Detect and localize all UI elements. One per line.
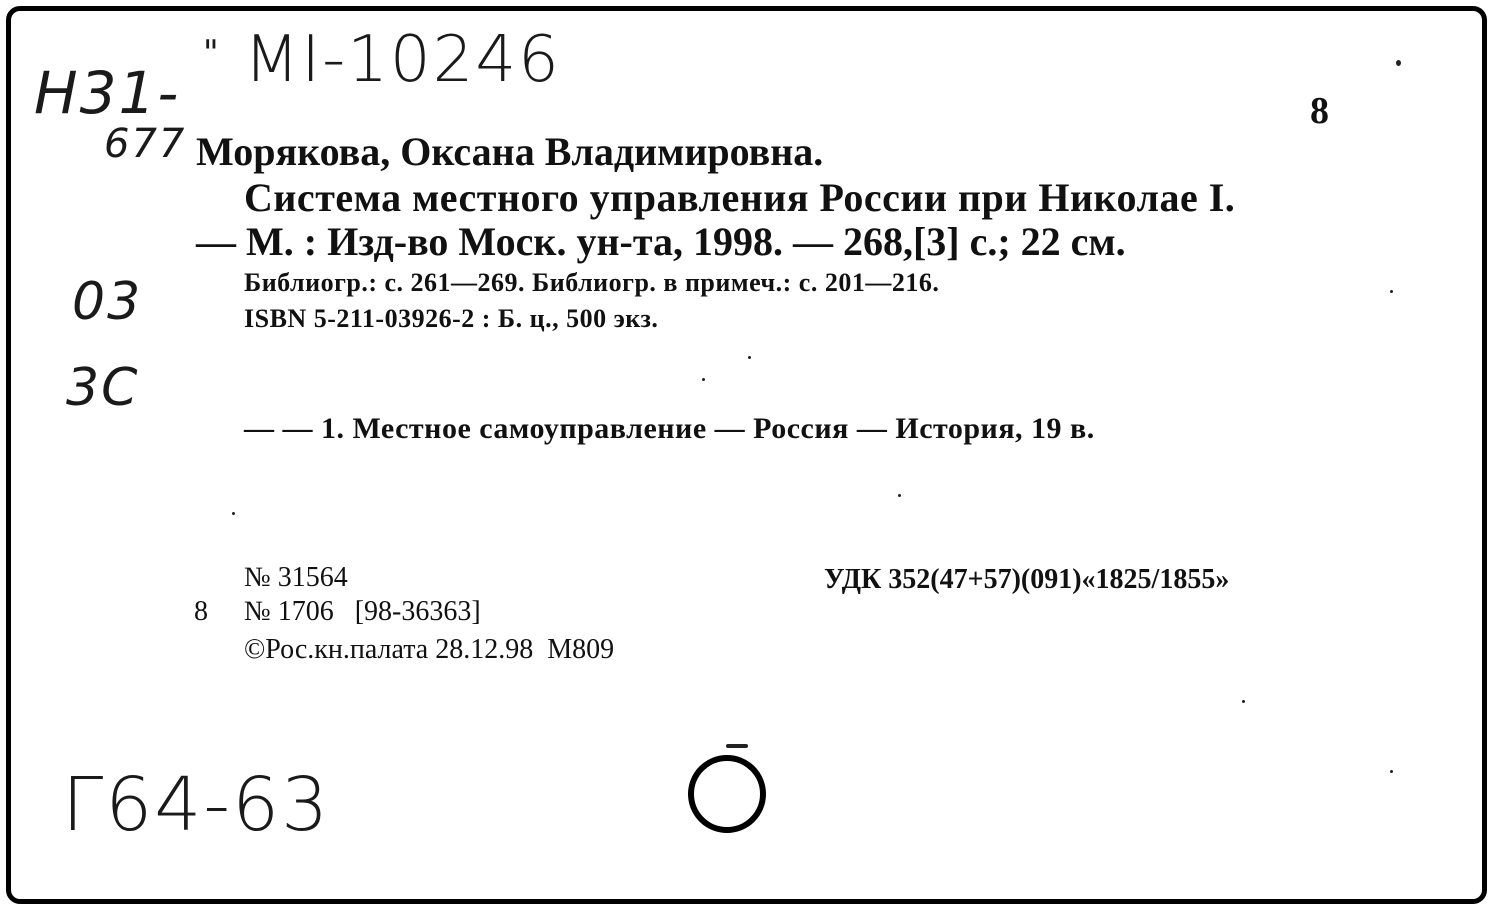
bibliography-note: Библиогр.: с. 261—269. Библиогр. в примеч.: с. 201—216. <box>244 268 940 297</box>
margin-number: 8 <box>194 596 208 627</box>
scan-speck <box>1390 290 1393 293</box>
punch-hole <box>688 755 766 833</box>
corner-number: 8 <box>1310 90 1329 132</box>
scan-speck <box>1396 60 1401 66</box>
record-number-2: № 1706 [98-36363] <box>244 596 481 627</box>
book-chamber-line: ©Рос.кн.палата 28.12.98 М809 <box>244 634 615 665</box>
scan-speck <box>1242 700 1245 703</box>
title-line: Система местного управления России при Николае I. <box>244 175 1236 220</box>
subject-heading: — — 1. Местное самоуправление — Россия — История, 19 в. <box>244 412 1095 445</box>
ditto-marks: " <box>203 33 221 73</box>
scan-speck <box>232 512 235 515</box>
mark-3c-handwritten: 3C <box>66 358 140 418</box>
record-number-1: № 31564 <box>244 562 348 593</box>
call-number-handwritten-top: Н31- <box>34 59 181 127</box>
udc-classification: УДК 352(47+57)(091)«1825/1855» <box>824 564 1230 595</box>
bottom-code-handwritten: Г64-63 <box>62 762 331 848</box>
scan-speck <box>1390 770 1393 773</box>
author-heading: Морякова, Оксана Владимировна. <box>196 129 824 174</box>
accession-number-handwritten: МI-10246 <box>244 23 561 97</box>
mark-03-handwritten: 03 <box>72 272 143 332</box>
scan-speck <box>726 744 748 748</box>
scan-speck <box>702 378 705 381</box>
isbn-line: ISBN 5-211-03926-2 : Б. ц., 500 экз. <box>244 304 659 333</box>
scan-speck <box>748 356 751 359</box>
scan-speck <box>898 494 901 497</box>
imprint-line: — М. : Изд-во Моск. ун-та, 1998. — 268,[3] с.; 22 см. <box>196 219 1126 264</box>
call-number-handwritten-bottom: 677 <box>104 121 187 167</box>
